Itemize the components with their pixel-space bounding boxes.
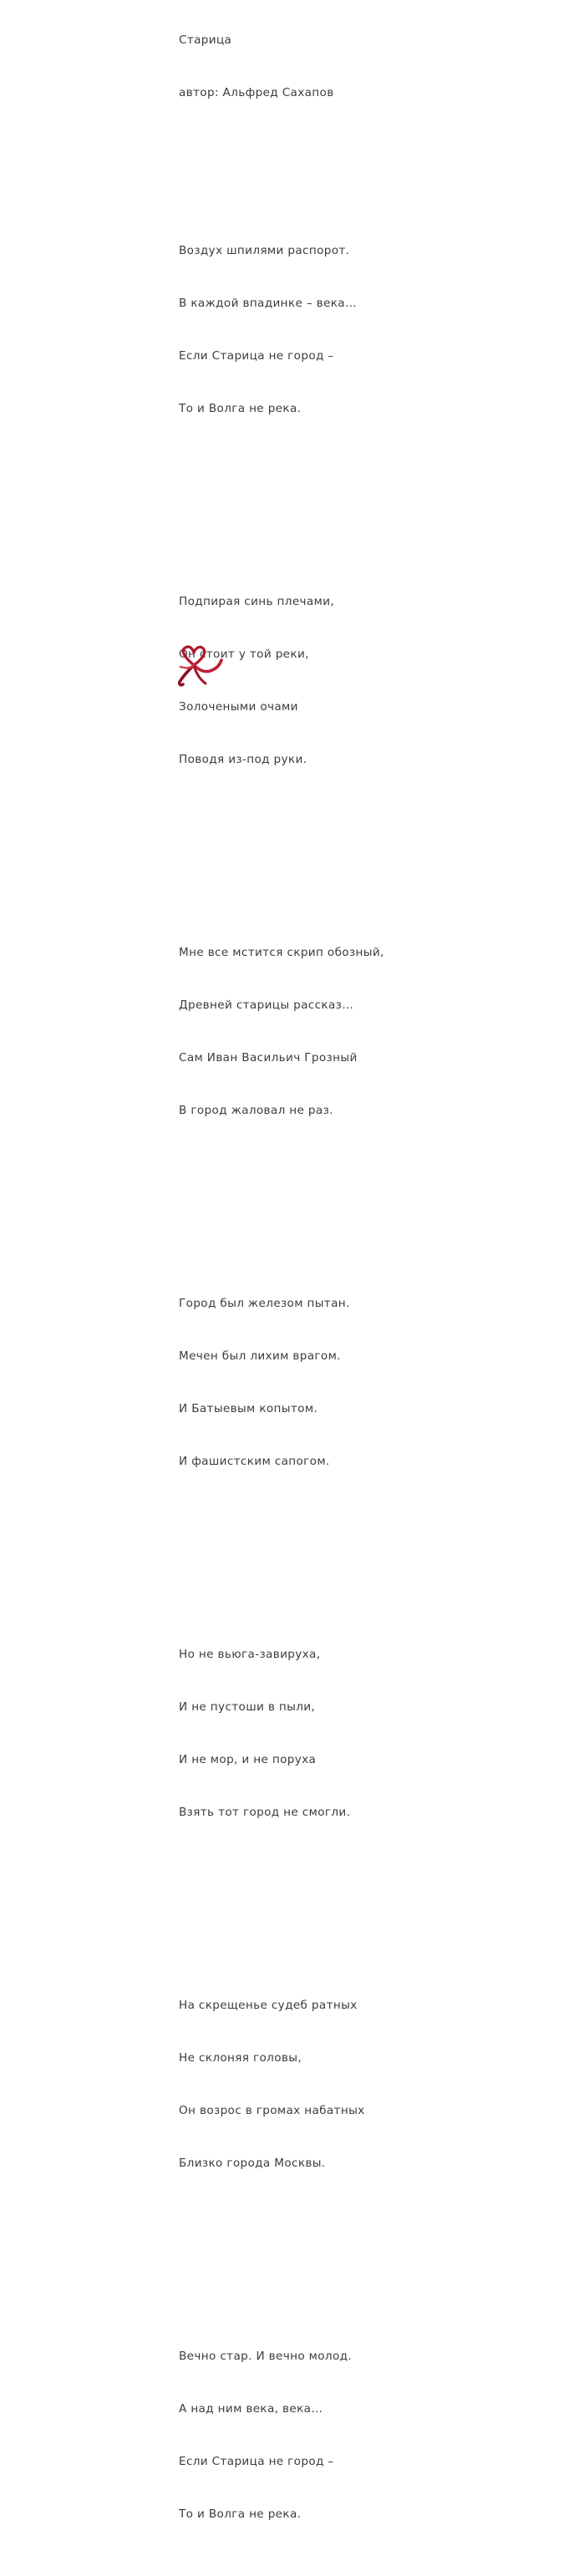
poem-line: И не пустоши в пыли, (179, 1700, 316, 1714)
stanza-7 (179, 2313, 546, 2558)
stanza-6 (179, 1962, 546, 2208)
poem-line: Но не вьюга-завируха, (179, 1648, 321, 1661)
poem-line: На скрещенье судеб ратных (179, 1999, 358, 2012)
poem-line: И не мор, и не поруха (179, 1753, 317, 1766)
poem-line: Воздух шпилями распорот. (179, 244, 350, 257)
stanza-gap (179, 1558, 546, 1576)
stanza-2 (179, 558, 546, 804)
poem-line: Если Старица не город – (179, 349, 334, 363)
poem-line: Не склоняя головы, (179, 2051, 302, 2065)
poem-line: Подпирая синь плечами, (179, 595, 335, 608)
poem-line: В каждой впадинке – века… (179, 297, 357, 310)
poem-line: Сам Иван Васильич Грозный (179, 1051, 358, 1064)
heart-ribbon-icon (175, 645, 224, 688)
poem-line: А над ним века, века… (179, 2402, 323, 2416)
poem-line: Он стоит у той реки, (179, 648, 309, 661)
stanza-gap (179, 1909, 546, 1927)
poem-line: Он возрос в громах набатных (179, 2104, 365, 2117)
poem (179, 0, 546, 2576)
poem-line: То и Волга не река. (179, 2507, 302, 2521)
poem-line: Близко города Москвы. (179, 2157, 326, 2170)
stanza-gap (179, 856, 546, 874)
stanza-gap (179, 155, 546, 172)
poem-line: Поводя из-под руки. (179, 753, 307, 766)
poem-line: Золочеными очами (179, 700, 298, 714)
stanza-gap (179, 506, 546, 523)
poem-line: Взять тот город не смогли. (179, 1806, 351, 1819)
poem-line: И фашистским сапогом. (179, 1455, 330, 1468)
poem-line: Мне все мстится скрип обозный, (179, 946, 384, 959)
poem-line: Вечно стар. И вечно молод. (179, 2350, 353, 2363)
stanza-4 (179, 1260, 546, 1506)
stanza-gap (179, 2260, 546, 2278)
poem-line: То и Волга не река. (179, 402, 302, 415)
stanza-1 (179, 207, 546, 453)
poem-line: Если Старица не город – (179, 2455, 334, 2468)
stanza-5 (179, 1611, 546, 1857)
poem-line: И Батыевым копытом. (179, 1402, 318, 1415)
stanza-3 (179, 909, 546, 1155)
poem-line: В город жаловал не раз. (179, 1104, 333, 1117)
poem-line: Древней старицы рассказ… (179, 998, 354, 1012)
poem-title: Старица (179, 33, 232, 47)
poem-line: Город был железом пытан. (179, 1297, 350, 1310)
poem-author: автор: Альфред Сахапов (179, 86, 334, 99)
stanza-gap (179, 1207, 546, 1225)
poem-line: Мечен был лихим врагом. (179, 1349, 341, 1363)
